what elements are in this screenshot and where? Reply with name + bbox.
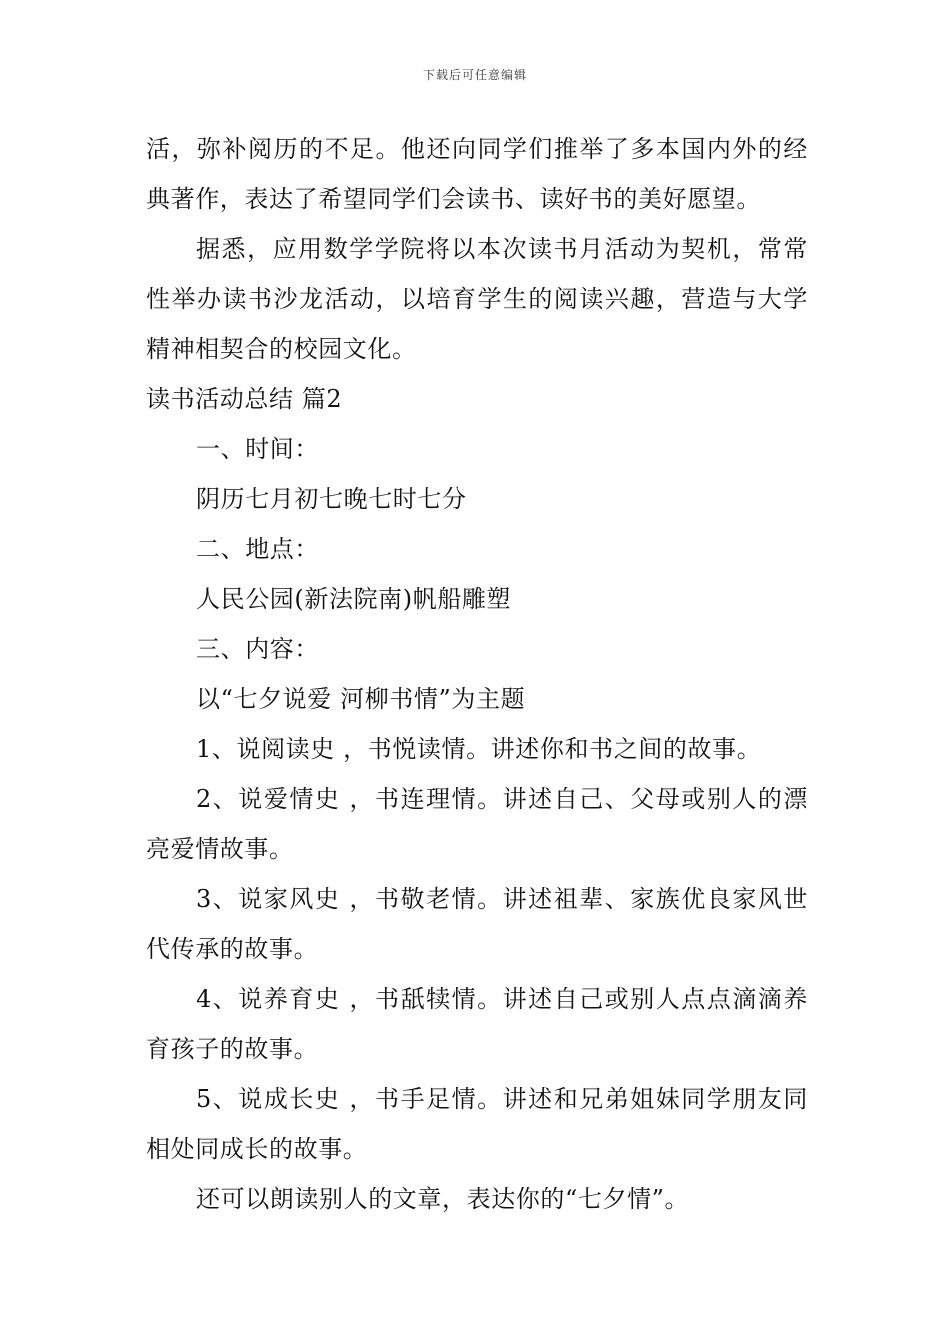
list-item: 2、说爱情史 ，书连理情。讲述自己、父母或别人的漂亮爱情故事。: [146, 785, 808, 863]
section-title: 读书活动总结 篇2: [146, 385, 343, 413]
time-value: 阴历七月初七晚七时七分: [196, 485, 467, 513]
list-item: 4、说养育史 ，书舐犊情。讲述自己或别人点点滴滴养育孩子的故事。: [146, 985, 808, 1063]
list-item: 3、说家风史 ，书敬老情。讲述祖辈、家族优良家风世代传承的故事。: [146, 885, 808, 963]
heading-content: 三、内容：: [196, 635, 319, 663]
theme-line: 以“七夕说爱 河柳书情”为主题: [196, 685, 526, 713]
location-value: 人民公园(新法院南)帆船雕塑: [196, 585, 512, 613]
page-header-note: 下载后可任意编辑: [422, 68, 527, 82]
heading-time: 一、时间：: [196, 435, 319, 463]
heading-location: 二、地点：: [196, 535, 319, 563]
paragraph-reading-month-summary: 据悉，应用数学学院将以本次读书月活动为契机，常常性举办读书沙龙活动，以培育学生的阅读兴趣，营造与大学精神相契合的校园文化。: [146, 235, 808, 363]
list-item: 1、说阅读史 ，书悦读情。讲述你和书之间的故事。: [196, 735, 762, 763]
closing-line: 还可以朗读别人的文章，表达你的“七夕情”。: [196, 1185, 690, 1213]
list-item: 5、说成长史 ，书手足情。讲述和兄弟姐妹同学朋友同相处同成长的故事。: [146, 1085, 808, 1163]
paragraph-continuation: 活，弥补阅历的不足。他还向同学们推举了多本国内外的经典著作，表达了希望同学们会读书、读好书的美好愿望。: [146, 135, 808, 213]
document-body: [146, 124, 808, 1224]
